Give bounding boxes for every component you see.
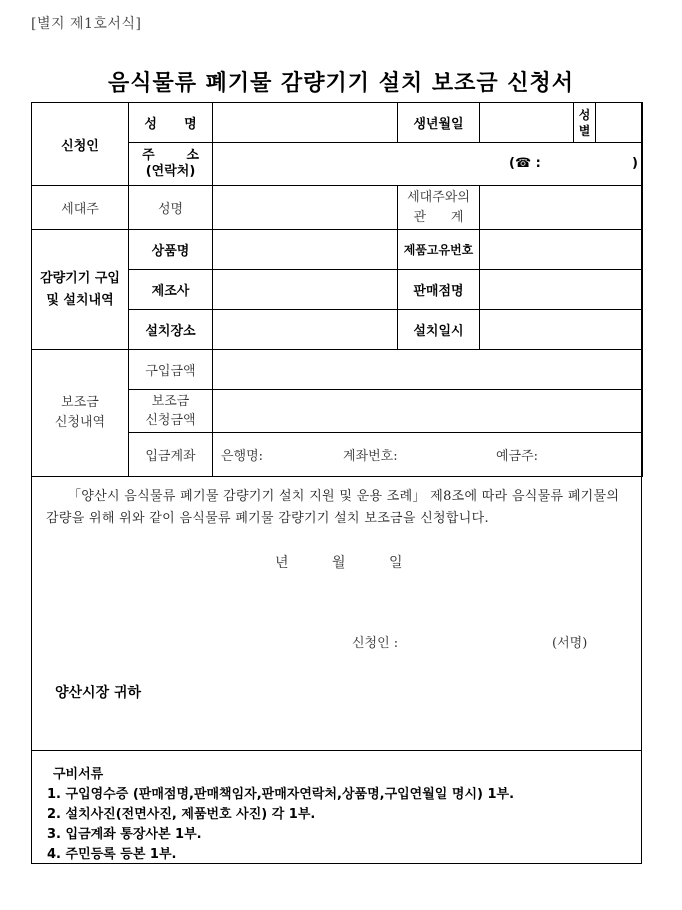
documents-title: 구비서류	[53, 767, 104, 782]
address-label: 주 소 (연락처)	[129, 143, 213, 186]
subsidy-section-label: 보조금 신청내역	[32, 350, 129, 477]
price-label: 구입금액	[129, 350, 213, 390]
product-label: 상품명	[129, 230, 213, 270]
install-date-label: 설치일시	[398, 310, 480, 350]
account-label: 입금계좌	[129, 433, 213, 477]
householder-label: 세대주	[32, 186, 129, 230]
form-number: [별지 제1호서식]	[31, 16, 142, 32]
date-year: 년	[275, 555, 289, 571]
request-amount-label: 보조금 신청금액	[129, 390, 213, 433]
form-border	[31, 102, 642, 864]
declaration-text: 「양산시 음식물류 폐기물 감량기기 설치 지원 및 운용 조례」 제8조에 따라 음식물류 폐기물의 감량을 위해 위와 같이 음식물류 폐기물 감량기기 설치 보조금을 신청합니다.	[46, 489, 620, 526]
relation-label: 세대주와의 관 계	[398, 186, 480, 230]
maker-label: 제조사	[129, 270, 213, 310]
birth-label: 생년월일	[398, 103, 480, 143]
applicant-sign-label: 신청인 :	[352, 636, 399, 651]
location-label: 설치장소	[129, 310, 213, 350]
date-day: 일	[389, 555, 403, 571]
document-item: 2. 설치사진(전면사진, 제품번호 사진) 각 1부.	[47, 807, 316, 822]
name-label: 성 명	[129, 103, 213, 143]
signature-mark[interactable]: (서명)	[552, 636, 588, 651]
bank-label: 은행명:	[221, 449, 264, 464]
applicant-section-label: 신청인	[32, 103, 129, 186]
form-title: 음식물류 폐기물 감량기기 설치 보조금 신청서	[107, 71, 575, 96]
date-month: 월	[332, 555, 346, 571]
phone-suffix: )	[632, 156, 638, 171]
householder-name-label: 성명	[129, 186, 213, 230]
serial-label: 제품고유번호	[398, 230, 480, 270]
purchase-section-label: 감량기기 구입 및 설치내역	[32, 230, 129, 350]
document-item: 1. 구입영수증 (판매점명,판매책임자,판매자연락처,상품명,구입연월일 명시) 1부.	[47, 787, 515, 802]
account-holder-label: 예금주:	[496, 449, 539, 464]
document-item: 3. 입금계좌 통장사본 1부.	[47, 827, 202, 842]
addressee: 양산시장 귀하	[55, 685, 142, 701]
gender-label: 성별	[574, 103, 596, 143]
document-item: 4. 주민등록 등본 1부.	[47, 847, 177, 862]
store-label: 판매점명	[398, 270, 480, 310]
account-number-label: 계좌번호:	[343, 449, 398, 464]
phone-prefix: (☎ :	[509, 156, 541, 171]
